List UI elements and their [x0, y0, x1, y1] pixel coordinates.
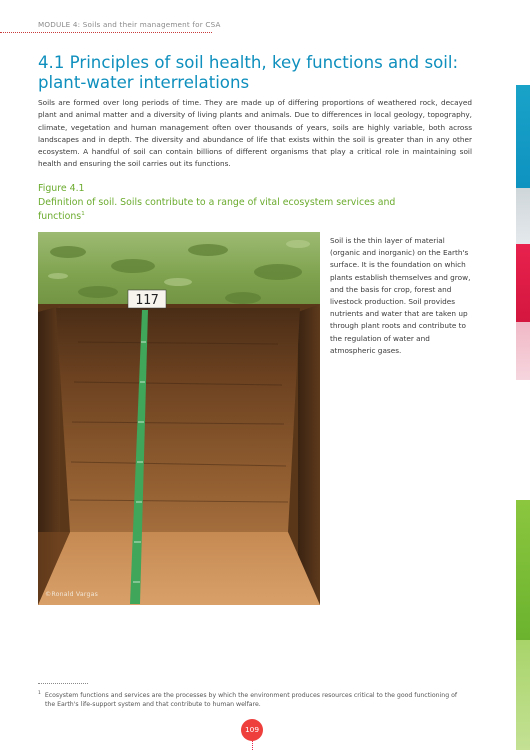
photo-credit: ©Ronald Vargas — [45, 591, 99, 598]
footnote — [38, 689, 468, 710]
running-header: MODULE 4: Soils and their management for CSA — [38, 20, 221, 29]
photo-label-text: 117 — [135, 293, 159, 308]
figure-caption-footnote-ref: 1 — [81, 210, 85, 217]
section-title: 4.1 Principles of soil health, key functions and soil: plant-water interrelations — [38, 53, 459, 92]
page-number: 109 — [241, 719, 263, 741]
header-rule — [0, 32, 212, 33]
footnote-marker: 1 — [38, 691, 41, 696]
soil-profile-photo — [38, 232, 320, 605]
page-number-stem — [252, 741, 253, 750]
footnote-rule — [38, 683, 88, 684]
soil-definition-text: Soil is the thin layer of material (organic and inorganic) on the Earth's surface. It is the foundation on which plants establish themselves and grow, and the basis for crop, forest and livestock production. Soil provides nutrients and water that are taken up through plant roots and contribute to the regulation of water and atmospheric gases. — [330, 236, 471, 355]
figure-caption — [38, 197, 418, 222]
figure-number: Figure 4.1 — [38, 183, 85, 194]
figure-caption-text: Definition of soil. Soils contribute to a range of vital ecosystem services and functions — [38, 197, 396, 222]
side-color-strip — [516, 0, 530, 750]
intro-paragraph: Soils are formed over long periods of time. They are made up of differing proportions of weathered rock, decayed plant and animal matter and a diversity of living plants and animals. Due to differences in local geology, topography, climate, vegetation and human management often over thousands of years, soils are highly variable, both across landscapes and in depth. The diversity and abundance of life that exists within the soil is greater than in any other ecosystem. A handful of soil can contain billions of different organisms that play a critical role in maintaining soil health and ensuring the soil carries out its functions. — [38, 98, 472, 169]
footnote-text: Ecosystem functions and services are the processes by which the environment produces resources critical to the good functioning of the Earth's life-support system and that contribute to human welfare. — [44, 692, 458, 709]
soil-profile-illustration — [38, 232, 320, 605]
